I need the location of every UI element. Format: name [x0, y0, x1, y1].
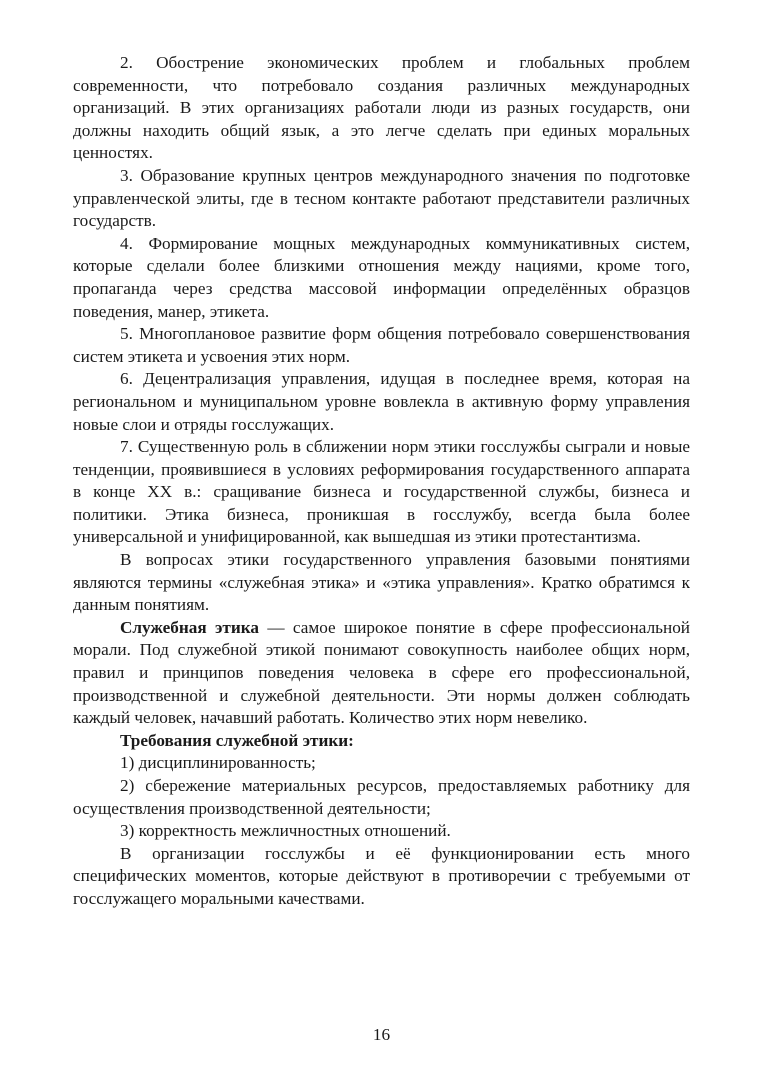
paragraph-point-4: 4. Формирование мощных международных коммуникативных систем, которые сделали более близкими отношения между нациями, кроме того, пропаганда через средства массовой информации определённых образцов поведения, манер, этикета.	[73, 233, 690, 321]
definition-text: — самое широкое понятие в сфере профессиональной морали. Под служебной этикой понимают совокупность наиболее общих норм, правил и принципов поведения человека в сфере его профессиональной, производственной и служебной деятельности. Эти нормы должен соблюдать каждый человек, начавший работать. Количество этих норм невелико.	[73, 617, 690, 728]
paragraph-point-3: 3. Образование крупных центров международного значения по подготовке управленческой элиты, где в тесном контакте работают представители различных государств.	[73, 165, 690, 231]
paragraph-point-7: 7. Существенную роль в сближении норм этики госслужбы сыграли и новые тенденции, проявившиеся в условиях реформирования государственного аппарата в конце XX в.: сращивание бизнеса и государственной службы, бизнеса и политики. Этика бизнеса, проникшая в госслужбу, всегда была более универсальной и унифицированной, как вышедшая из этики протестантизма.	[73, 437, 690, 547]
requirements-heading: Требования служебной этики:	[120, 730, 354, 750]
requirement-item-1: 1) дисциплинированность;	[120, 753, 316, 773]
closing-paragraph: В организации госслужбы и её функционировании есть много специфических моментов, которые действуют в противоречии с требуемыми от госслужащего моральными качествами.	[73, 843, 690, 908]
paragraph-point-5: 5. Многоплановое развитие форм общения потребовало совершенствования систем этикета и усвоения этих норм.	[73, 324, 690, 366]
requirement-item-2: 2) сбережение материальных ресурсов, предоставляемых работнику для осуществления производственной деятельности;	[73, 776, 690, 818]
page-number: 16	[372, 1025, 391, 1044]
paragraph-point-6: 6. Децентрализация управления, идущая в последнее время, которая на региональном и муниципальном уровне вовлекла в активную форму управления новые слои и отряды госслужащих.	[73, 369, 690, 434]
paragraph-point-2: 2. Обострение экономических проблем и глобальных проблем современности, что потребовало создания различных международных организаций. В этих организациях работали люди из разных государств, они должны находить общий язык, а это легче сделать при единых моральных ценностях.	[73, 53, 690, 163]
definition-term: Служебная этика	[120, 617, 260, 637]
definition-paragraph	[73, 617, 690, 730]
paragraph-basic-concepts: В вопросах этики государственного управления базовыми понятиями являются термины «служебная этика» и «этика управления». Кратко обратимся к данным понятиям.	[73, 550, 690, 615]
requirement-item-3: 3) корректность межличностных отношений.	[120, 821, 451, 841]
page-body	[73, 52, 690, 911]
